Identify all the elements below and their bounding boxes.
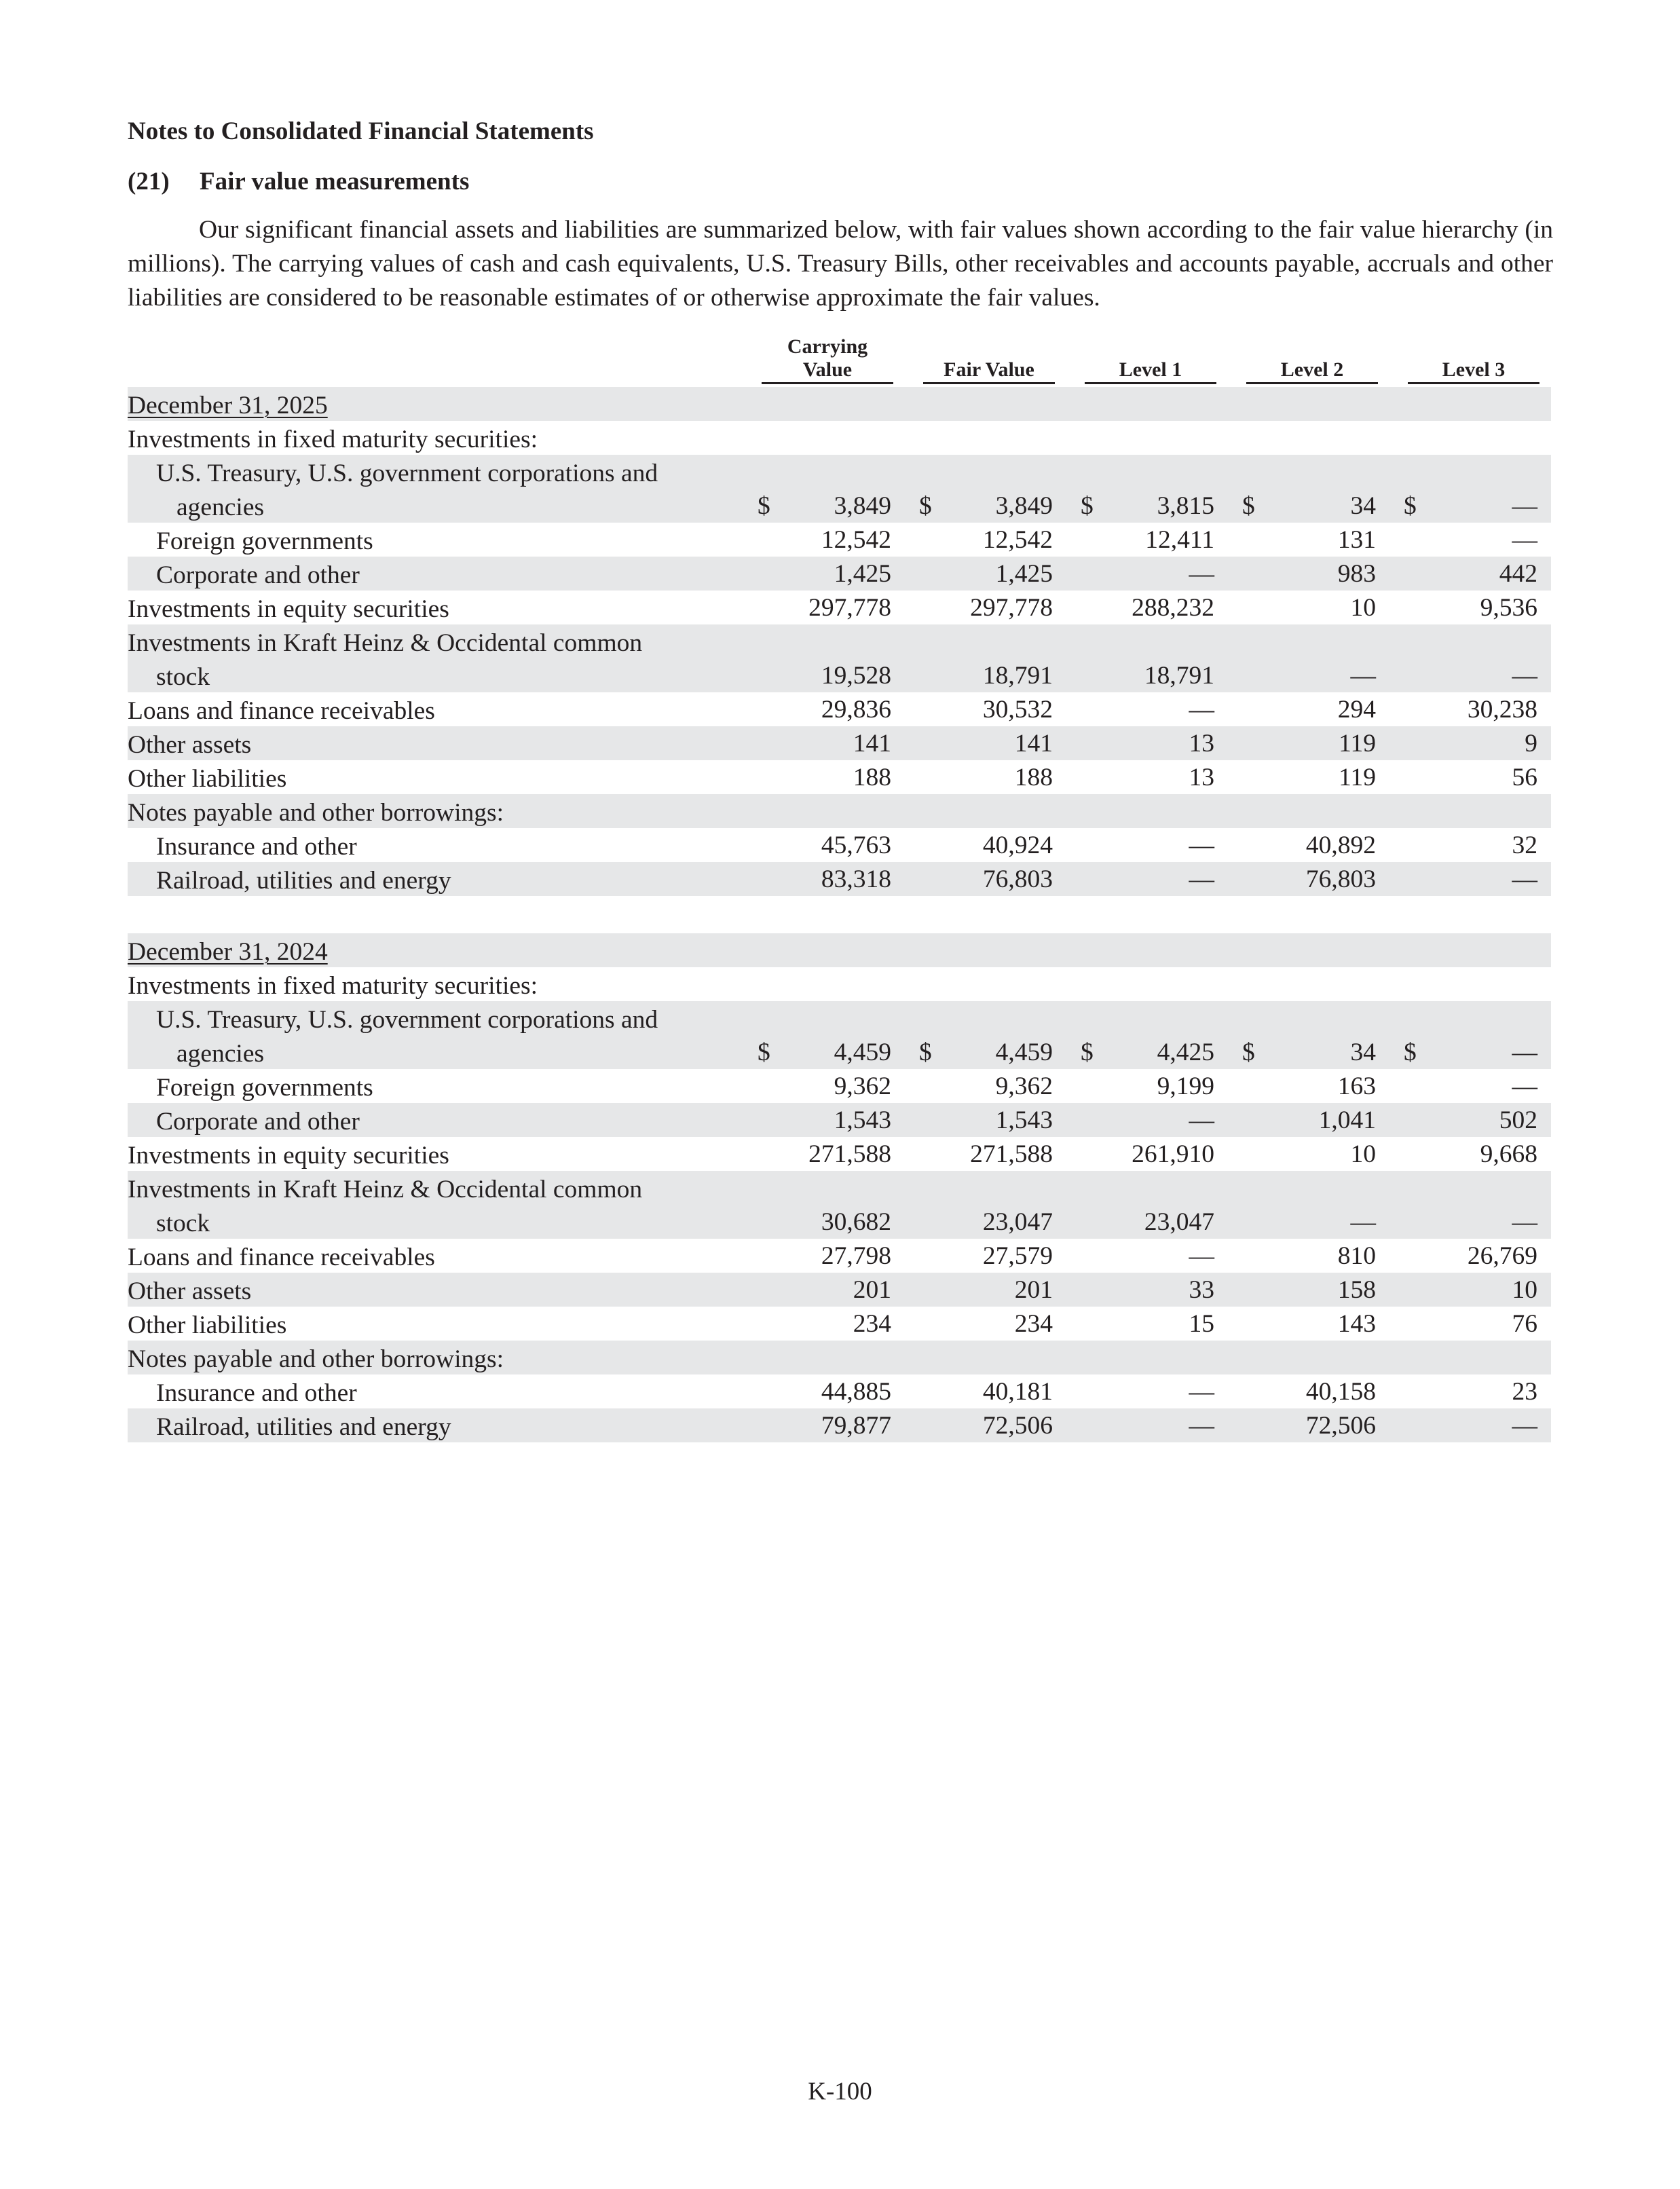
table-cell: 12,542	[821, 526, 891, 554]
table-row	[128, 1171, 1551, 1239]
row-label-text: Other liabilities	[128, 1311, 287, 1339]
header-level2: Level 2	[1246, 358, 1378, 384]
table-cell: 10	[1350, 594, 1376, 622]
period-header-row	[128, 933, 1551, 967]
table-cell: 13	[1189, 730, 1214, 757]
table-cell: 9,536	[1480, 594, 1537, 622]
table-cell: —	[1512, 865, 1537, 893]
table-cell: 3,849	[834, 492, 891, 520]
period-label: December 31, 2025	[128, 392, 328, 419]
table-cell: 30,238	[1467, 696, 1537, 724]
row-label-text: Investments in fixed maturity securities:	[128, 426, 538, 453]
table-cell: —	[1350, 1208, 1376, 1236]
currency-symbol: $	[1242, 1039, 1255, 1066]
row-label	[156, 525, 373, 559]
table-cell: 40,924	[982, 831, 1053, 859]
row-label-continuation: agencies	[176, 493, 265, 521]
table-cell: 442	[1499, 560, 1537, 588]
row-label-text: Investments in equity securities	[128, 1142, 449, 1170]
table-cell: 9,362	[995, 1072, 1053, 1100]
row-label	[128, 762, 286, 796]
table-row	[128, 1273, 1551, 1307]
row-label	[128, 1343, 504, 1377]
table-cell: —	[1512, 1039, 1537, 1066]
table-row	[128, 726, 1551, 760]
row-label	[128, 593, 449, 626]
table-cell: 1,543	[995, 1106, 1053, 1134]
table-cell: —	[1189, 831, 1214, 859]
row-label-text: Loans and finance receivables	[128, 697, 435, 725]
table-cell: 40,181	[982, 1378, 1053, 1406]
table-cell: 201	[1014, 1276, 1053, 1304]
section-number: (21)	[128, 168, 170, 195]
header-level3: Level 3	[1408, 358, 1539, 384]
table-cell: 33	[1189, 1276, 1214, 1304]
row-label	[156, 457, 658, 525]
header-carrying-line1: Carrying	[787, 335, 868, 358]
row-label-text: Notes payable and other borrowings:	[128, 1345, 504, 1373]
header-carrying-line2: Value	[802, 358, 853, 381]
table-cell: 1,041	[1318, 1106, 1376, 1134]
table-cell: 72,506	[982, 1412, 1053, 1440]
fair-value-table	[128, 0, 1551, 2189]
row-label	[128, 1275, 251, 1309]
header-carrying-value	[762, 335, 893, 384]
table-cell: 79,877	[821, 1412, 891, 1440]
row-label	[128, 1139, 449, 1173]
table-cell: 119	[1339, 764, 1376, 791]
table-cell: 141	[853, 730, 891, 757]
row-label-text: U.S. Treasury, U.S. government corporations and	[156, 1006, 658, 1034]
table-cell: —	[1512, 1208, 1537, 1236]
row-label-text: Other assets	[128, 1277, 252, 1305]
row-label-text: Other assets	[128, 731, 252, 759]
table-cell: 30,532	[982, 696, 1053, 724]
row-label	[128, 1309, 286, 1343]
table-cell: 13	[1189, 764, 1214, 791]
table-cell: —	[1512, 1072, 1537, 1100]
table-row	[128, 692, 1551, 726]
table-cell: 45,763	[821, 831, 891, 859]
table-row	[128, 1341, 1551, 1374]
table-cell: 29,836	[821, 696, 891, 724]
table-cell: 44,885	[821, 1378, 891, 1406]
table-cell: 40,158	[1305, 1378, 1376, 1406]
row-label	[128, 626, 642, 694]
table-cell: 40,892	[1305, 831, 1376, 859]
table-cell: 26,769	[1467, 1242, 1537, 1270]
currency-symbol: $	[1404, 492, 1417, 520]
table-row	[128, 455, 1551, 523]
table-cell: 261,910	[1132, 1140, 1214, 1168]
page-number: K-100	[808, 2078, 872, 2106]
table-cell: 234	[1014, 1310, 1053, 1338]
row-label	[156, 830, 357, 864]
currency-symbol: $	[919, 492, 932, 520]
table-cell: 23	[1512, 1378, 1537, 1406]
header-level1: Level 1	[1085, 358, 1216, 384]
table-cell: 12,411	[1145, 526, 1214, 554]
currency-symbol: $	[758, 1039, 770, 1066]
table-cell: —	[1189, 1106, 1214, 1134]
table-cell: —	[1512, 526, 1537, 554]
period-label: December 31, 2024	[128, 938, 328, 966]
row-label-text: Investments in equity securities	[128, 595, 449, 623]
table-cell: 141	[1014, 730, 1053, 757]
row-label	[128, 423, 538, 457]
row-label	[128, 969, 538, 1003]
table-cell: 34	[1350, 492, 1376, 520]
table-row	[128, 421, 1551, 455]
table-cell: 1,425	[995, 560, 1053, 588]
row-label-text: Foreign governments	[156, 1074, 373, 1102]
table-cell: 983	[1337, 560, 1376, 588]
row-label-text: Notes payable and other borrowings:	[128, 799, 504, 827]
table-cell: 23,047	[1144, 1208, 1214, 1236]
table-cell: 158	[1337, 1276, 1376, 1304]
currency-symbol: $	[758, 492, 770, 520]
table-cell: 18,791	[1144, 662, 1214, 690]
currency-symbol: $	[1242, 492, 1255, 520]
row-label	[128, 796, 504, 830]
table-cell: 19,528	[821, 662, 891, 690]
currency-symbol: $	[919, 1039, 932, 1066]
table-row	[128, 1307, 1551, 1341]
table-cell: —	[1189, 696, 1214, 724]
table-cell: 297,778	[970, 594, 1053, 622]
row-label	[156, 1105, 360, 1139]
row-label-text: Other liabilities	[128, 765, 287, 793]
row-label-text: Investments in fixed maturity securities:	[128, 972, 538, 1000]
table-cell: —	[1512, 1412, 1537, 1440]
section-title: Fair value measurements	[200, 168, 470, 195]
currency-symbol: $	[1081, 492, 1094, 520]
page-heading: Notes to Consolidated Financial Statements	[128, 117, 594, 145]
table-cell: 4,459	[834, 1039, 891, 1066]
table-row	[128, 591, 1551, 624]
table-cell: —	[1189, 865, 1214, 893]
table-cell: 9	[1525, 730, 1537, 757]
row-label-text: Corporate and other	[156, 561, 360, 589]
table-cell: 18,791	[982, 662, 1053, 690]
table-cell: 1,425	[834, 560, 891, 588]
table-cell: 34	[1350, 1039, 1376, 1066]
table-cell: 32	[1512, 831, 1537, 859]
row-label	[128, 1241, 435, 1275]
table-cell: 27,798	[821, 1242, 891, 1270]
intro-paragraph: Our significant financial assets and liabilities are summarized below, with fair values shown according to the fair value hierarchy (in millions). The carrying values of cash and cash equivalents, U.S. Treasury Bills, other receivables and accounts payable, accruals and other liabilities are considered to be reasonable estimates of or otherwise approximate the fair values.	[128, 216, 1553, 312]
table-row	[128, 1103, 1551, 1137]
table-cell: —	[1189, 1242, 1214, 1270]
table-cell: 23,047	[982, 1208, 1053, 1236]
table-cell: —	[1189, 1378, 1214, 1406]
table-cell: 12,542	[982, 526, 1053, 554]
table-row	[128, 1069, 1551, 1103]
table-cell: 201	[853, 1276, 891, 1304]
table-row	[128, 557, 1551, 591]
table-row	[128, 624, 1551, 692]
row-label	[156, 1377, 357, 1410]
currency-symbol: $	[1404, 1039, 1417, 1066]
table-row	[128, 828, 1551, 862]
table-cell: 163	[1337, 1072, 1376, 1100]
table-cell: 4,459	[995, 1039, 1053, 1066]
table-row	[128, 967, 1551, 1001]
table-cell: 83,318	[821, 865, 891, 893]
table-row	[128, 1408, 1551, 1442]
table-row	[128, 1239, 1551, 1273]
table-cell: 502	[1499, 1106, 1537, 1134]
table-cell: 10	[1512, 1276, 1537, 1304]
table-cell: 294	[1337, 696, 1376, 724]
table-cell: 131	[1337, 526, 1376, 554]
table-cell: —	[1512, 492, 1537, 520]
table-cell: 9,199	[1157, 1072, 1214, 1100]
table-cell: 271,588	[970, 1140, 1053, 1168]
row-label-continuation: stock	[156, 1210, 210, 1237]
row-label	[156, 1003, 658, 1071]
table-cell: 72,506	[1305, 1412, 1376, 1440]
table-cell: 76	[1512, 1310, 1537, 1338]
table-cell: 297,778	[808, 594, 891, 622]
row-label	[156, 1071, 373, 1105]
table-row	[128, 862, 1551, 896]
row-label-text: Investments in Kraft Heinz & Occidental common	[128, 1176, 643, 1203]
table-row	[128, 760, 1551, 794]
table-cell: 3,849	[995, 492, 1053, 520]
table-row	[128, 1001, 1551, 1069]
table-cell: 4,425	[1157, 1039, 1214, 1066]
row-label-text: Loans and finance receivables	[128, 1243, 435, 1271]
row-label-text: U.S. Treasury, U.S. government corporations and	[156, 460, 658, 487]
row-label-continuation: agencies	[176, 1040, 265, 1068]
row-label	[156, 559, 360, 593]
table-cell: 810	[1337, 1242, 1376, 1270]
table-row	[128, 794, 1551, 828]
table-row	[128, 523, 1551, 557]
row-label	[128, 728, 251, 762]
row-label	[128, 1173, 642, 1241]
table-cell: —	[1350, 662, 1376, 690]
row-label-text: Railroad, utilities and energy	[156, 1413, 451, 1441]
row-label	[156, 1410, 451, 1444]
row-label-continuation: stock	[156, 663, 210, 691]
table-cell: 188	[853, 764, 891, 791]
currency-symbol: $	[1081, 1039, 1094, 1066]
row-label	[156, 864, 451, 898]
table-cell: 271,588	[808, 1140, 891, 1168]
table-cell: —	[1512, 662, 1537, 690]
table-cell: 9,668	[1480, 1140, 1537, 1168]
table-cell: 27,579	[982, 1242, 1053, 1270]
table-cell: 15	[1189, 1310, 1214, 1338]
row-label-text: Railroad, utilities and energy	[156, 867, 451, 895]
table-cell: —	[1189, 1412, 1214, 1440]
period-header-row	[128, 387, 1551, 421]
row-label-text: Insurance and other	[156, 1379, 357, 1407]
table-cell: 76,803	[982, 865, 1053, 893]
table-cell: 10	[1350, 1140, 1376, 1168]
table-cell: —	[1189, 560, 1214, 588]
table-cell: 1,543	[834, 1106, 891, 1134]
table-cell: 234	[853, 1310, 891, 1338]
table-cell: 119	[1339, 730, 1376, 757]
row-label-text: Foreign governments	[156, 527, 373, 555]
table-cell: 188	[1014, 764, 1053, 791]
row-label-text: Insurance and other	[156, 833, 357, 861]
table-row	[128, 1137, 1551, 1171]
table-cell: 3,815	[1157, 492, 1214, 520]
table-cell: 30,682	[821, 1208, 891, 1236]
row-label-text: Investments in Kraft Heinz & Occidental common	[128, 629, 643, 657]
table-row	[128, 1374, 1551, 1408]
table-cell: 288,232	[1132, 594, 1214, 622]
table-cell: 9,362	[834, 1072, 891, 1100]
table-cell: 56	[1512, 764, 1537, 791]
row-label-text: Corporate and other	[156, 1108, 360, 1136]
row-label	[128, 694, 435, 728]
table-cell: 76,803	[1305, 865, 1376, 893]
header-fair-value: Fair Value	[923, 358, 1055, 384]
table-cell: 143	[1337, 1310, 1376, 1338]
